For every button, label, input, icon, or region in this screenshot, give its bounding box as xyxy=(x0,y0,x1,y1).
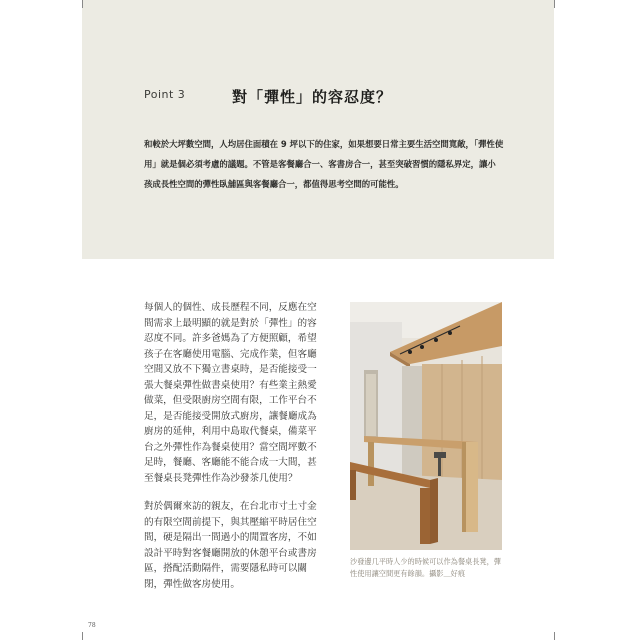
intro-paragraph: 和較於大坪數空間，人均居住面積在 9 坪以下的住家，如果想要日常主要生活空間寬敞，「彈性使用」就是個必須考慮的議題。不管是客餐廳合一、客書房合一，甚至突破習慣的隱私界定，讓小孩成長性空間的彈性臥舖區與客餐廳合一，都值得思考空間的可能性。 xyxy=(144,139,504,189)
body-paragraph-2: 對於偶爾來訪的親友，在台北市寸土寸金的有限空間前提下，與其壓縮平時居住空間，硬是隔出一間過小的閒置客房，不如設計平時對客餐廳開放的休憩平台或書房區，搭配活動隔件，需要隱私時可以關閉，彈性做客房使用。 xyxy=(144,501,317,590)
crop-mark-bottom-right xyxy=(554,632,555,640)
body-paragraph-1: 每個人的個性、成長歷程不同，反應在空間需求上最明顯的就是對於「彈性」的容忍度不同。許多爸媽為了方便照顧，希望孩子在客廳使用電腦、完成作業，但客廳空間又放不下獨立書桌時，是否能接受一張大餐桌彈性做書桌使用？有些業主熱愛做菜，但受限廚房空間有限，工作平台不足，是否能接受開放式廚房，讓餐廳成為廚房的延伸，利用中島取代餐桌，備菜平台之外彈性作為餐桌使用？當空間坪數不足時，餐廳、客廳能不能合成一大間，甚至餐桌長凳彈性作為沙發茶几使用？ xyxy=(144,302,317,484)
interior-photo xyxy=(350,302,502,550)
point-title: 對「彈性」的容忍度？ xyxy=(232,88,393,106)
page-number: 78 xyxy=(88,622,96,629)
crop-mark-bottom-left xyxy=(82,632,83,640)
crop-mark-top-left xyxy=(82,0,83,8)
crop-mark-top-right xyxy=(554,0,555,8)
point-label: Point 3 xyxy=(144,88,186,101)
intro-panel xyxy=(82,0,554,259)
book-page xyxy=(82,0,554,640)
dining-room-photo-illustration xyxy=(350,302,502,550)
body-text-column xyxy=(144,300,324,605)
photo-caption: 沙發邊几平時人少的時候可以作為餐桌長凳，彈性使用讓空間更有餘韻。攝影＿好痕 xyxy=(350,557,501,578)
